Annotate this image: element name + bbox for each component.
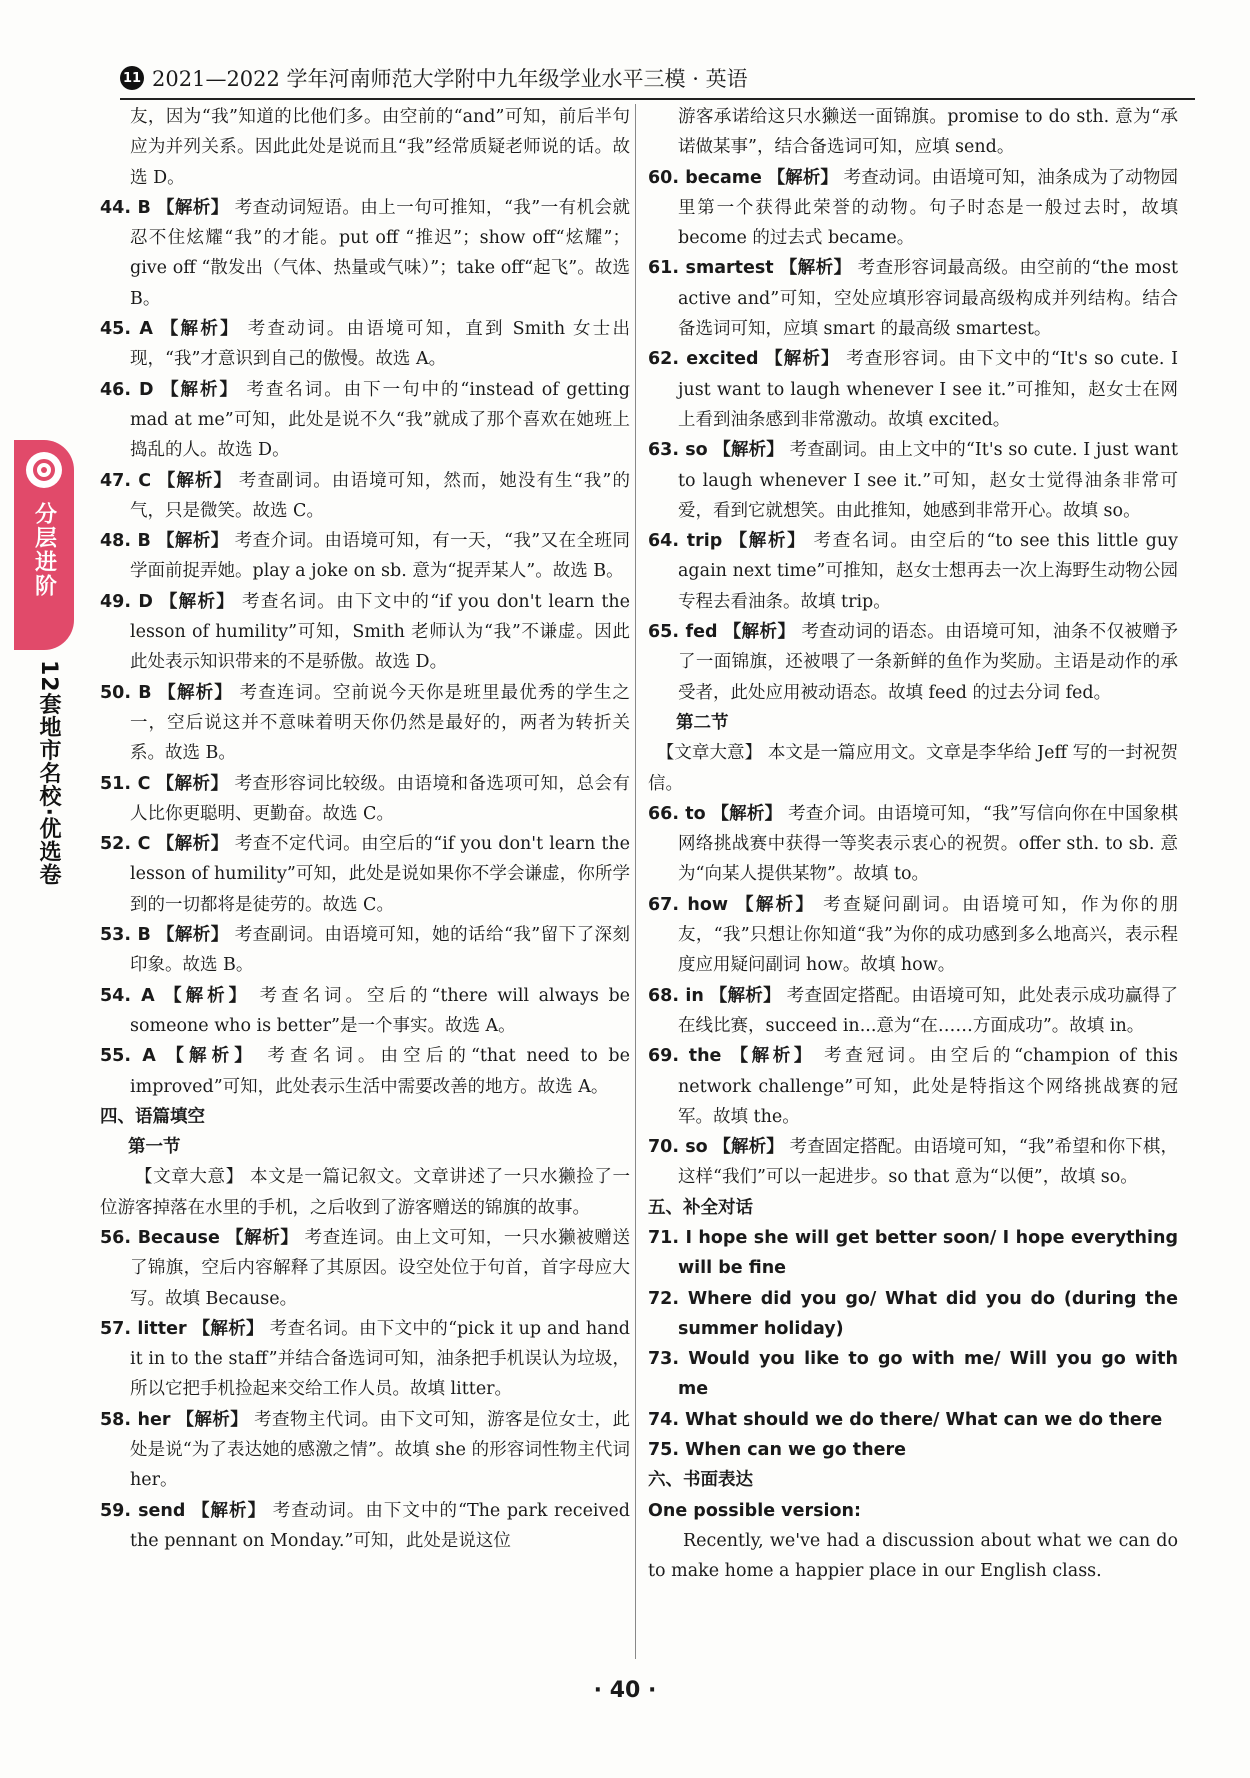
answer-key: 62. excited bbox=[648, 349, 759, 370]
analysis-tag: 【解析】 bbox=[156, 197, 229, 218]
analysis-tag: 【解析】 bbox=[159, 591, 236, 612]
answer-key: 50. B bbox=[100, 682, 152, 703]
answer-key: 47. C bbox=[100, 470, 152, 491]
analysis-text: 考查动词。由语境可知，油条成为了动物园里第一个获得此荣誉的动物。句子时态是一般过去时，故填 become 的过去式 became。 bbox=[678, 167, 1178, 249]
analysis-tag: 【解析】 bbox=[767, 167, 838, 188]
page-number: · 40 · bbox=[593, 1678, 657, 1703]
answer-item bbox=[648, 617, 1178, 708]
answer-list bbox=[648, 799, 1178, 1193]
answer-item bbox=[648, 344, 1178, 435]
analysis-tag: 【解析】 bbox=[713, 1137, 784, 1158]
answer-item bbox=[100, 375, 630, 466]
analysis-tag: 【解析】 bbox=[192, 1500, 267, 1521]
analysis-tag: 【解析】 bbox=[156, 531, 229, 552]
answer-item bbox=[100, 526, 630, 587]
section-heading: 六、书面表达 bbox=[648, 1470, 753, 1491]
answer-item bbox=[100, 193, 630, 314]
analysis-text: 考查介词。由语境可知，“我”写信向你在中国象棋网络挑战赛中获得一等奖表示衷心的祝贺。offer sth. to sb. 意为“向某人提供某物”。故填 to。 bbox=[678, 803, 1178, 885]
dialogue-answer: 74. What should we do there/ What can we do there bbox=[648, 1409, 1163, 1430]
analysis-tag: 【解析】 bbox=[723, 622, 796, 643]
answer-key: 70. so bbox=[648, 1137, 708, 1158]
answer-key: 60. became bbox=[648, 167, 762, 188]
dialogue-answers bbox=[648, 1223, 1178, 1465]
answer-key: 65. fed bbox=[648, 622, 718, 643]
analysis-tag: 【解析】 bbox=[164, 985, 251, 1006]
analysis-text: 考查连词。由上文可知，一只水獭被赠送了锦旗，空后内容解释了其原因。设空处位于句首，首字母应大写。故填 Because。 bbox=[130, 1227, 630, 1309]
version-label: One possible version: bbox=[648, 1500, 861, 1521]
analysis-text: 考查形容词比较级。由语境和备选项可知，总会有人比你更聪明、更勤奋。故选 C。 bbox=[130, 773, 630, 824]
answer-key: 51. C bbox=[100, 773, 151, 794]
answer-key: 63. so bbox=[648, 440, 708, 461]
analysis-tag: 【解析】 bbox=[157, 470, 233, 491]
answer-key: 69. the bbox=[648, 1046, 722, 1067]
section-heading: 四、语篇填空 bbox=[100, 1106, 205, 1127]
analysis-text: 考查形容词。由下文中的“It's so cute. I just want to laugh whenever I see it.”可推知，赵女士在网上看到油条感到非常激动。故填 excited。 bbox=[678, 349, 1178, 430]
answer-key: 53. B bbox=[100, 925, 151, 946]
answer-key: 46. D bbox=[100, 379, 154, 400]
answer-item bbox=[648, 890, 1178, 981]
answer-item bbox=[648, 799, 1178, 890]
analysis-text: 考查物主代词。由下文可知，游客是位女士，此处是说“为了表达她的感激之情”。故填 she 的形容词性物主代词 her。 bbox=[130, 1409, 630, 1491]
essay-text: Recently, we've had a discussion about what we can do to make home a happier place in our English class. bbox=[648, 1530, 1178, 1582]
answer-key: 59. send bbox=[100, 1500, 186, 1521]
analysis-text: 考查连词。空前说今天你是班里最优秀的学生之一，空后说这并不意味着明天你仍然是最好的，两者为转折关系。故选 B。 bbox=[130, 682, 630, 764]
analysis-tag: 【解析】 bbox=[156, 925, 229, 946]
analysis-text: 考查名词。由下文中的“if you don't learn the lesson of humility”可知，Smith 老师认为“我”不谦虚。因此此处表示知识带来的不是骄傲。故选 D。 bbox=[130, 591, 630, 673]
analysis-tag: 【解析】 bbox=[709, 985, 781, 1006]
analysis-tag: 【解析】 bbox=[156, 834, 229, 855]
answer-key: 48. B bbox=[100, 531, 151, 552]
answer-item bbox=[648, 526, 1178, 617]
side-book-title: 12套地市名校·优选卷 bbox=[36, 660, 61, 886]
analysis-text: 考查不定代词。由空后的“if you don't learn the lesson of humility”可知，此处是说如果你不学会谦虚，你所学到的一切都将是徒劳的。故选 C。 bbox=[130, 834, 630, 915]
analysis-tag: 【解析】 bbox=[730, 1046, 815, 1067]
dialogue-answer: 73. Would you like to go with me/ Will you go with me bbox=[648, 1349, 1178, 1400]
continued-text: 友，因为“我”知道的比他们多。由空前的“and”可知，前后半句应为并列关系。因此此处是说而且“我”经常质疑老师说的话。故选 D。 bbox=[130, 107, 630, 188]
analysis-text: 考查疑问副词。由语境可知，作为你的朋友，“我”只想让你知道“我”为你的成功感到多么地高兴，表示程度应用疑问副词 how。故填 how。 bbox=[678, 894, 1178, 976]
answer-item bbox=[648, 1041, 1178, 1132]
continued-text: 游客承诺给这只水獭送一面锦旗。promise to do sth. 意为“承诺做某事”，结合备选词可知，应填 send。 bbox=[678, 107, 1178, 158]
analysis-tag: 【解析】 bbox=[160, 319, 240, 340]
side-tab bbox=[14, 440, 74, 650]
subsection-heading: 第二节 bbox=[676, 712, 729, 733]
analysis-text: 考查副词。由语境可知，然而，她没有生“我”的气，只是微笑。故选 C。 bbox=[130, 470, 630, 521]
answer-item bbox=[648, 253, 1178, 344]
analysis-tag: 【解析】 bbox=[729, 531, 807, 552]
answer-key: 49. D bbox=[100, 591, 153, 612]
analysis-tag: 【解析】 bbox=[226, 1227, 299, 1248]
analysis-text: 考查名词。由空后的“to see this little guy again next time”可推知，赵女士想再去一次上海野生动物公园专程去看油条。故填 trip。 bbox=[678, 531, 1178, 612]
answer-key: 67. how bbox=[648, 894, 729, 915]
analysis-tag: 【解析】 bbox=[166, 1046, 257, 1067]
answer-item bbox=[100, 920, 630, 981]
answer-item bbox=[100, 466, 630, 527]
left-column bbox=[100, 102, 630, 1662]
answer-key: 66. to bbox=[648, 803, 706, 824]
answer-item bbox=[100, 1041, 630, 1102]
answer-key: 64. trip bbox=[648, 531, 723, 552]
answer-item bbox=[100, 1314, 630, 1405]
analysis-text: 考查动词。由下文中的“The park received the pennant on Monday.”可知，此处是说这位 bbox=[130, 1500, 630, 1551]
column-divider bbox=[635, 104, 636, 1659]
analysis-tag: 【解析】 bbox=[176, 1409, 249, 1430]
analysis-tag: 【解析】 bbox=[158, 682, 233, 703]
answer-item bbox=[648, 163, 1178, 254]
section-heading: 五、补全对话 bbox=[648, 1197, 753, 1218]
answer-item bbox=[100, 769, 630, 830]
answer-item bbox=[648, 1132, 1178, 1193]
paper-number-badge: 11 bbox=[120, 66, 144, 90]
answer-key: 61. smartest bbox=[648, 258, 774, 279]
target-icon bbox=[26, 452, 62, 488]
analysis-text: 考查动词。由语境可知，直到 Smith 女士出现，“我”才意识到自己的傲慢。故选 A。 bbox=[130, 319, 630, 370]
answer-item bbox=[648, 435, 1178, 526]
answer-item bbox=[100, 678, 630, 769]
analysis-text: 考查冠词。由空后的“champion of this network challenge”可知，此处是特指这个网络挑战赛的冠军。故填 the。 bbox=[678, 1046, 1178, 1127]
answer-item bbox=[100, 981, 630, 1042]
answer-item bbox=[100, 1405, 630, 1496]
article-summary: 【文章大意】 本文是一篇记叙文。文章讲述了一只水獭捡了一位游客掉落在水里的手机，之后收到了游客赠送的锦旗的故事。 bbox=[100, 1167, 630, 1218]
analysis-tag: 【解析】 bbox=[156, 773, 229, 794]
analysis-text: 考查形容词最高级。由空前的“the most active and”可知，空处应填形容词最高级构成并列结构。结合备选词可知，应填 smart 的最高级 smartest。 bbox=[678, 258, 1178, 340]
answer-key: 58. her bbox=[100, 1409, 171, 1430]
dialogue-answer: 75. When can we go there bbox=[648, 1440, 906, 1461]
article-summary: 【文章大意】 本文是一篇应用文。文章是李华给 Jeff 写的一封祝贺信。 bbox=[648, 743, 1178, 794]
answer-key: 56. Because bbox=[100, 1227, 220, 1248]
analysis-text: 考查名词。由下一句中的“instead of getting mad at me”可知，此处是说不久“我”就成了那个喜欢在她班上捣乱的人。故选 D。 bbox=[130, 379, 630, 461]
subsection-heading: 第一节 bbox=[128, 1137, 181, 1158]
analysis-tag: 【解析】 bbox=[736, 894, 816, 915]
side-tab-label: 分层进阶 bbox=[31, 502, 57, 598]
answer-key: 54. A bbox=[100, 985, 155, 1006]
analysis-tag: 【解析】 bbox=[713, 440, 784, 461]
answer-key: 57. litter bbox=[100, 1318, 187, 1339]
dialogue-answer: 72. Where did you go/ What did you do (during the summer holiday) bbox=[648, 1288, 1178, 1339]
analysis-text: 考查名词。由下文中的“pick it up and hand it in to the staff”并结合备选词可知，油条把手机误认为垃圾，所以它把手机捡起来交给工作人员。故填 litter。 bbox=[130, 1318, 630, 1400]
answer-list bbox=[100, 193, 630, 1102]
answer-item bbox=[100, 1223, 630, 1314]
analysis-text: 考查副词。由语境可知，她的话给“我”留下了深刻印象。故选 B。 bbox=[130, 925, 630, 976]
analysis-text: 考查动词短语。由上一句可推知，“我”一有机会就忍不住炫耀“我”的才能。put off “推迟”；show off“炫耀”；give off “散发出（气体、热量或气味）”；take off“起飞”。故选 B。 bbox=[130, 197, 630, 309]
answer-key: 45. A bbox=[100, 319, 153, 340]
analysis-tag: 【解析】 bbox=[765, 349, 840, 370]
right-column bbox=[648, 102, 1178, 1662]
dialogue-answer: 71. I hope she will get better soon/ I hope everything will be fine bbox=[648, 1227, 1178, 1279]
analysis-tag: 【解析】 bbox=[161, 379, 239, 400]
answer-key: 52. C bbox=[100, 834, 151, 855]
answer-item bbox=[100, 587, 630, 678]
analysis-text: 考查名词。由空后的“that need to be improved”可知，此处表示生活中需要改善的地方。故选 A。 bbox=[130, 1046, 630, 1097]
answer-item bbox=[100, 829, 630, 920]
answer-item bbox=[648, 981, 1178, 1042]
answer-item bbox=[100, 314, 630, 375]
answer-item bbox=[100, 1496, 630, 1557]
page-header bbox=[120, 58, 1195, 100]
answer-key: 44. B bbox=[100, 197, 151, 218]
header-title: 2021—2022 学年河南师范大学附中九年级学业水平三模 · 英语 bbox=[152, 67, 748, 91]
analysis-text: 考查名词。空后的“there will always be someone who is better”是一个事实。故选 A。 bbox=[130, 985, 630, 1036]
analysis-text: 考查固定搭配。由语境可知，此处表示成功赢得了在线比赛，succeed in...意为“在……方面成功”。故填 in。 bbox=[678, 985, 1178, 1036]
analysis-tag: 【解析】 bbox=[779, 258, 852, 279]
answer-key: 55. A bbox=[100, 1046, 156, 1067]
analysis-text: 考查固定搭配。由语境可知，“我”希望和你下棋，这样“我们”可以一起进步。so that 意为“以便”，故填 so。 bbox=[678, 1137, 1178, 1188]
analysis-tag: 【解析】 bbox=[711, 803, 783, 824]
analysis-text: 考查动词的语态。由语境可知，油条不仅被赠予了一面锦旗，还被喂了一条新鲜的鱼作为奖励。主语是动作的承受者，此处应用被动语态。故填 feed 的过去分词 fed。 bbox=[678, 622, 1178, 703]
answer-key: 68. in bbox=[648, 985, 704, 1006]
answer-list bbox=[100, 1223, 630, 1556]
analysis-tag: 【解析】 bbox=[192, 1318, 264, 1339]
analysis-text: 考查副词。由上文中的“It's so cute. I just want to laugh whenever I see it.”可知，赵女士觉得油条非常可爱，看到它就想笑。由此推知，她感到非常开心。故填 so。 bbox=[678, 440, 1178, 521]
analysis-text: 考查介词。由语境可知，有一天，“我”又在全班同学面前捉弄她。play a joke on sb. 意为“捉弄某人”。故选 B。 bbox=[130, 531, 630, 582]
answer-list bbox=[648, 163, 1178, 708]
